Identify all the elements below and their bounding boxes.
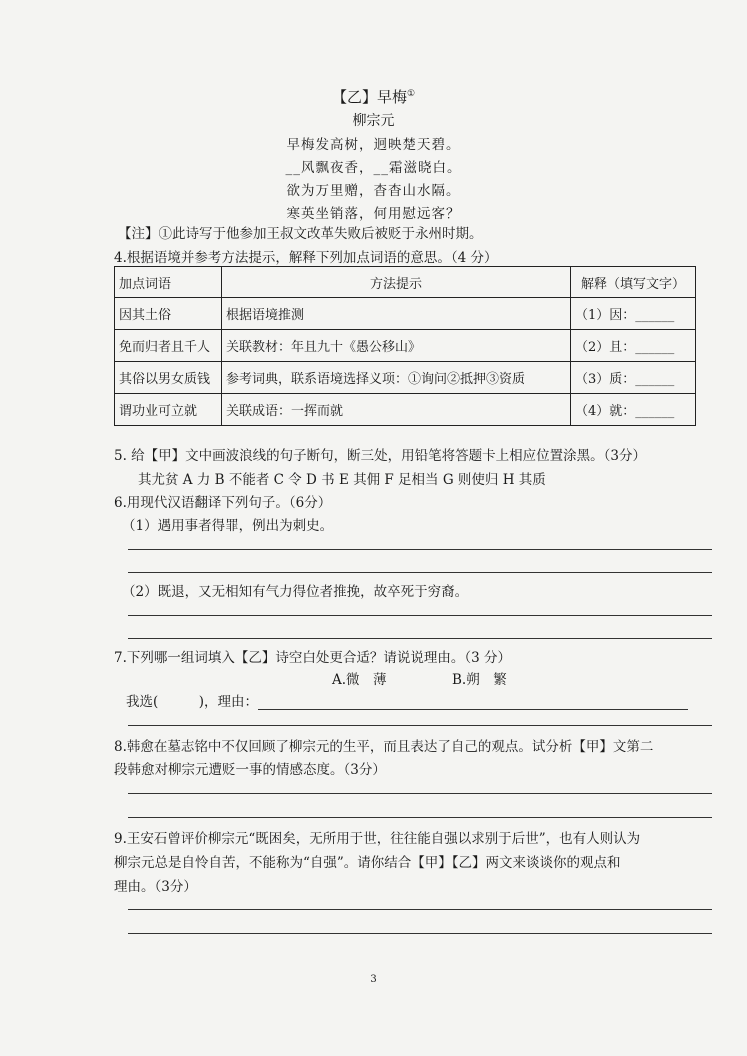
q4-table bbox=[114, 266, 696, 426]
answer-line[interactable] bbox=[128, 638, 712, 639]
answer-field[interactable]: （4）就：______ bbox=[571, 394, 696, 426]
q6-prompt: 6.用现代汉语翻译下列句子。（6分） bbox=[114, 495, 332, 511]
table-cell-hint: 参考词典，联系语境选择义项：①询问②抵押③资质 bbox=[222, 362, 571, 394]
answer-line[interactable] bbox=[128, 615, 712, 616]
q6-item: （1）遇用事者得罪，例出为刺史。 bbox=[122, 518, 334, 534]
answer-field[interactable]: （3）质：______ bbox=[571, 362, 696, 394]
table-header-row bbox=[115, 267, 696, 298]
q7-choice-label: 我选( )，理由： bbox=[126, 694, 259, 710]
q6-item: （2）既退，又无相知有气力得位者推挽，故卒死于穷裔。 bbox=[122, 584, 469, 600]
answer-line[interactable] bbox=[128, 817, 712, 818]
q8-line: 段韩愈对柳宗元遭贬一事的情感态度。（3分） bbox=[114, 762, 386, 778]
q5-prompt: 5. 给【甲】文中画波浪线的句子断句，断三处，用铅笔将答题卡上相应位置涂黑。（3分） bbox=[114, 448, 647, 464]
q5-sentence: 其尤贫 A 力 B 不能者 C 令 D 书 E 其佣 F 足相当 G 则使归 H 其质 bbox=[138, 472, 546, 488]
poem-title: 【乙】早梅① bbox=[331, 88, 416, 106]
table-cell-hint: 关联成语：一挥而就 bbox=[222, 394, 571, 426]
answer-line[interactable] bbox=[128, 793, 712, 794]
table-header-cell: 加点词语 bbox=[115, 267, 222, 298]
reason-field[interactable] bbox=[258, 695, 688, 710]
table-row bbox=[115, 330, 696, 362]
table-row bbox=[115, 298, 696, 330]
table-cell-word: 谓功业可立就 bbox=[115, 394, 222, 426]
table-cell-hint: 关联教材：年且九十《愚公移山》 bbox=[222, 330, 571, 362]
table-row bbox=[115, 362, 696, 394]
q9-line: 9.王安石曾评价柳宗元“既困矣，无所用于世，往往能自强以求别于后世”，也有人则认为 bbox=[114, 831, 641, 847]
answer-line[interactable] bbox=[128, 933, 712, 934]
q7-choice-row bbox=[126, 690, 688, 710]
poem-line: 早梅发高树，迥映楚天碧。 bbox=[286, 137, 461, 153]
table-cell-word: 其俗以男女质钱 bbox=[115, 362, 222, 394]
page-number: 3 bbox=[370, 974, 377, 985]
q9-line: 理由。（3分） bbox=[114, 879, 197, 895]
poem-line: 欲为万里赠，杳杳山水隔。 bbox=[286, 183, 461, 199]
answer-line[interactable] bbox=[128, 725, 712, 726]
poem-line: 寒英坐销落，何用慰远客？ bbox=[286, 206, 461, 222]
table-cell-word: 因其土俗 bbox=[115, 298, 222, 330]
q7-option-a: A.微 薄 bbox=[332, 672, 387, 688]
poem-author: 柳宗元 bbox=[352, 113, 395, 129]
q7-option-b: B.朔 繁 bbox=[452, 672, 507, 688]
q4-prompt: 4.根据语境并参考方法提示，解释下列加点词语的意思。（4 分） bbox=[114, 250, 498, 266]
poem-line: __风飘夜香，__霜滋晓白。 bbox=[285, 160, 462, 176]
answer-field[interactable]: （1）因：______ bbox=[571, 298, 696, 330]
footnote-mark: ① bbox=[406, 89, 416, 99]
answer-line[interactable] bbox=[128, 572, 712, 573]
q8-line: 8.韩愈在墓志铭中不仅回顾了柳宗元的生平，而且表达了自己的观点。试分析【甲】文第二 bbox=[114, 739, 654, 755]
table-header-cell: 解释（填写文字） bbox=[571, 267, 696, 298]
poem-note: 【注】①此诗写于他参加王叔文改革失败后被贬于永州时期。 bbox=[118, 226, 483, 242]
table-cell-word: 免而归者且千人 bbox=[115, 330, 222, 362]
table-cell-hint: 根据语境推测 bbox=[222, 298, 571, 330]
table-header-cell: 方法提示 bbox=[222, 267, 571, 298]
answer-line[interactable] bbox=[128, 909, 712, 910]
answer-field[interactable]: （2）且：______ bbox=[571, 330, 696, 362]
table-row bbox=[115, 394, 696, 426]
q7-prompt: 7.下列哪一组词填入【乙】诗空白处更合适？请说说理由。（3 分） bbox=[114, 650, 512, 666]
answer-line[interactable] bbox=[128, 549, 712, 550]
q9-line: 柳宗元总是自怜自苦，不能称为“自强”。请你结合【甲】【乙】两文来谈谈你的观点和 bbox=[114, 855, 621, 871]
